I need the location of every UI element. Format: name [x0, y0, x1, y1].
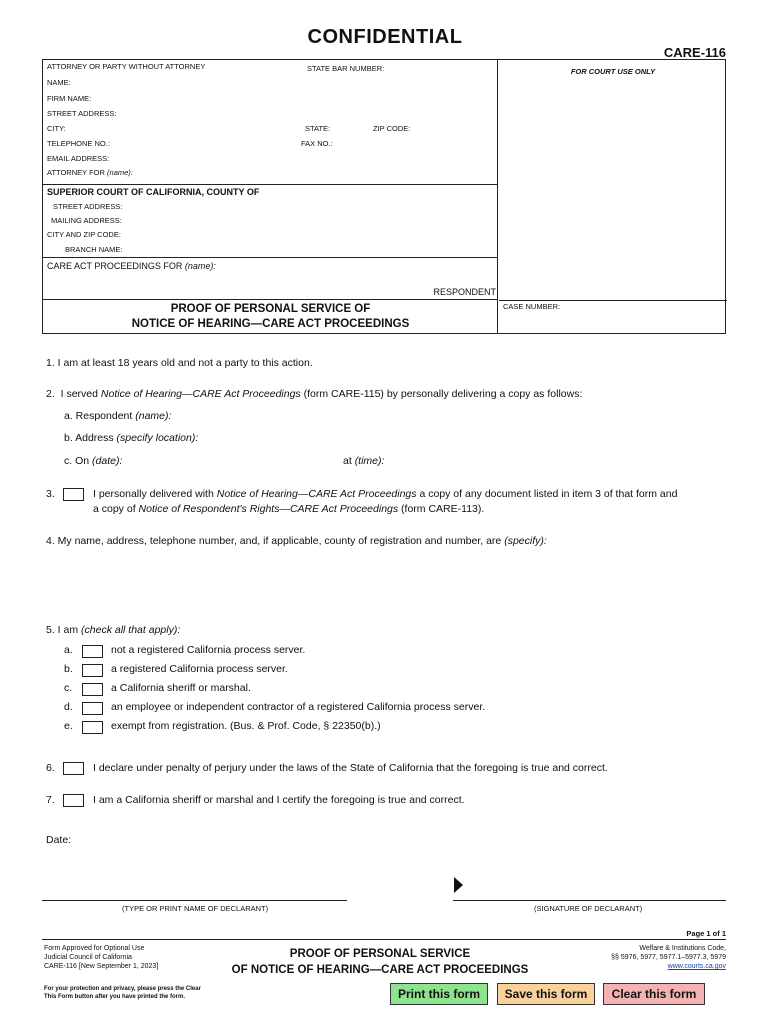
- clear-form-button[interactable]: Clear this form: [603, 983, 705, 1005]
- caption-left: [43, 60, 498, 333]
- approval-line1: Form Approved for Optional Use: [44, 945, 145, 952]
- item-5: 5. I am (check all that apply):: [46, 624, 181, 636]
- attorney-for-label: ATTORNEY FOR (name):: [47, 168, 133, 177]
- item-7-checkbox[interactable]: [63, 794, 84, 807]
- signature-caption: (SIGNATURE OF DECLARANT): [534, 904, 643, 913]
- privacy-line1: For your protection and privacy, please press the Clear: [44, 986, 201, 992]
- item-2: 2. I served Notice of Hearing—CARE Act Proceedings (form CARE-115) by personally delivering a copy as follows:: [46, 388, 583, 400]
- item-5-option-checkbox[interactable]: [82, 702, 103, 715]
- state-bar-label: STATE BAR NUMBER:: [307, 64, 385, 73]
- care-proceedings-section[interactable]: [43, 258, 498, 300]
- item-5-option-text: exempt from registration. (Bus. & Prof. Code, § 22350(b).): [111, 720, 381, 732]
- item-3-number: 3.: [46, 488, 55, 500]
- court-section[interactable]: [43, 185, 498, 258]
- item-7-number: 7.: [46, 794, 55, 806]
- court-title: SUPERIOR COURT OF CALIFORNIA, COUNTY OF: [47, 187, 260, 197]
- item-5-option-checkbox[interactable]: [82, 645, 103, 658]
- item-2c-time[interactable]: at (time):: [343, 455, 385, 467]
- item-5-option-text: a California sheriff or marshal.: [111, 682, 251, 694]
- city-label: CITY:: [47, 124, 66, 133]
- date-label[interactable]: Date:: [46, 834, 72, 846]
- item-5-option-text: a registered California process server.: [111, 663, 288, 675]
- court-use-label: FOR COURT USE ONLY: [570, 67, 656, 76]
- item-5-option-letter: e.: [64, 720, 73, 732]
- statute-line1: Welfare & Institutions Code,: [639, 945, 726, 952]
- privacy-line2: This Form button after you have printed the form.: [44, 994, 186, 1000]
- form-number: CARE-116: [663, 45, 726, 60]
- approval-line3: CARE-116 [New September 1, 2023]: [44, 963, 159, 970]
- court-branch-label: BRANCH NAME:: [65, 245, 123, 254]
- item-1: 1. I am at least 18 years old and not a party to this action.: [46, 357, 313, 369]
- item-5-option-checkbox[interactable]: [82, 683, 103, 696]
- footer-title-line2: OF NOTICE OF HEARING—CARE ACT PROCEEDINGS: [231, 964, 529, 976]
- save-form-button[interactable]: Save this form: [497, 983, 595, 1005]
- title-section: [43, 300, 498, 335]
- telephone-label: TELEPHONE NO.:: [47, 139, 110, 148]
- item-6-number: 6.: [46, 762, 55, 774]
- caption-box: [42, 59, 726, 334]
- signature-arrow-icon: [454, 877, 463, 893]
- zip-label: ZIP CODE:: [373, 124, 411, 133]
- item-5-option-text: an employee or independent contractor of a registered California process server.: [111, 701, 486, 713]
- signature-line[interactable]: [453, 900, 726, 901]
- item-5-option-checkbox[interactable]: [82, 721, 103, 734]
- confidential-heading: CONFIDENTIAL: [307, 26, 463, 48]
- item-7-text: I am a California sheriff or marshal and I certify the foregoing is true and correct.: [93, 794, 465, 806]
- courts-link[interactable]: www.courts.ca.gov: [667, 963, 726, 970]
- item-5-option-text: not a registered California process server.: [111, 644, 306, 656]
- name-label: NAME:: [47, 78, 71, 87]
- approval-line2: Judicial Council of California: [44, 954, 132, 961]
- item-3-line1: I personally delivered with Notice of Hearing—CARE Act Proceedings a copy of any document listed in item 3 of that form and: [93, 488, 678, 500]
- item-6-checkbox[interactable]: [63, 762, 84, 775]
- court-street-label: STREET ADDRESS:: [53, 202, 123, 211]
- type-name-caption: (TYPE OR PRINT NAME OF DECLARANT): [122, 904, 269, 913]
- page-number: Page 1 of 1: [686, 929, 726, 938]
- footer-title-line1: PROOF OF PERSONAL SERVICE: [289, 948, 471, 960]
- name-line[interactable]: [42, 900, 347, 901]
- street-label: STREET ADDRESS:: [47, 109, 117, 118]
- court-city-label: CITY AND ZIP CODE:: [47, 230, 121, 239]
- item-5-option-letter: c.: [64, 682, 73, 694]
- item-4[interactable]: 4. My name, address, telephone number, and, if applicable, county of registration and number, are (specify):: [46, 535, 547, 547]
- respondent-label: RESPONDENT: [433, 287, 496, 297]
- item-2a[interactable]: a. Respondent (name):: [64, 410, 172, 422]
- care-for-label: CARE ACT PROCEEDINGS FOR (name):: [47, 261, 216, 271]
- print-form-button[interactable]: Print this form: [390, 983, 488, 1005]
- court-mailing-label: MAILING ADDRESS:: [51, 216, 122, 225]
- item-5-option-letter: a.: [64, 644, 73, 656]
- form-title-line2: NOTICE OF HEARING—CARE ACT PROCEEDINGS: [131, 318, 410, 330]
- item-5-option-letter: d.: [64, 701, 73, 713]
- item-5-option-letter: b.: [64, 663, 73, 675]
- attorney-label: ATTORNEY OR PARTY WITHOUT ATTORNEY: [47, 62, 206, 71]
- attorney-section[interactable]: [43, 60, 498, 185]
- footer-divider: [42, 939, 726, 940]
- form-title-line1: PROOF OF PERSONAL SERVICE OF: [170, 303, 371, 315]
- item-2b[interactable]: b. Address (specify location):: [64, 432, 199, 444]
- item-3-checkbox[interactable]: [63, 488, 84, 501]
- fax-label: FAX NO.:: [301, 139, 333, 148]
- case-number-field[interactable]: [499, 300, 727, 335]
- firm-label: FIRM NAME:: [47, 94, 92, 103]
- state-label: STATE:: [305, 124, 331, 133]
- item-2c[interactable]: c. On (date):: [64, 455, 123, 467]
- item-5-option-checkbox[interactable]: [82, 664, 103, 677]
- item-6-text: I declare under penalty of perjury under the laws of the State of California that the foregoing is true and correct.: [93, 762, 608, 774]
- statute-line2: §§ 5976, 5977, 5977.1–5977.3, 5979: [611, 954, 726, 961]
- case-number-label: CASE NUMBER:: [503, 302, 561, 311]
- email-label: EMAIL ADDRESS:: [47, 154, 110, 163]
- item-3-line2: a copy of Notice of Respondent's Rights—CARE Act Proceedings (form CARE-113).: [93, 503, 485, 515]
